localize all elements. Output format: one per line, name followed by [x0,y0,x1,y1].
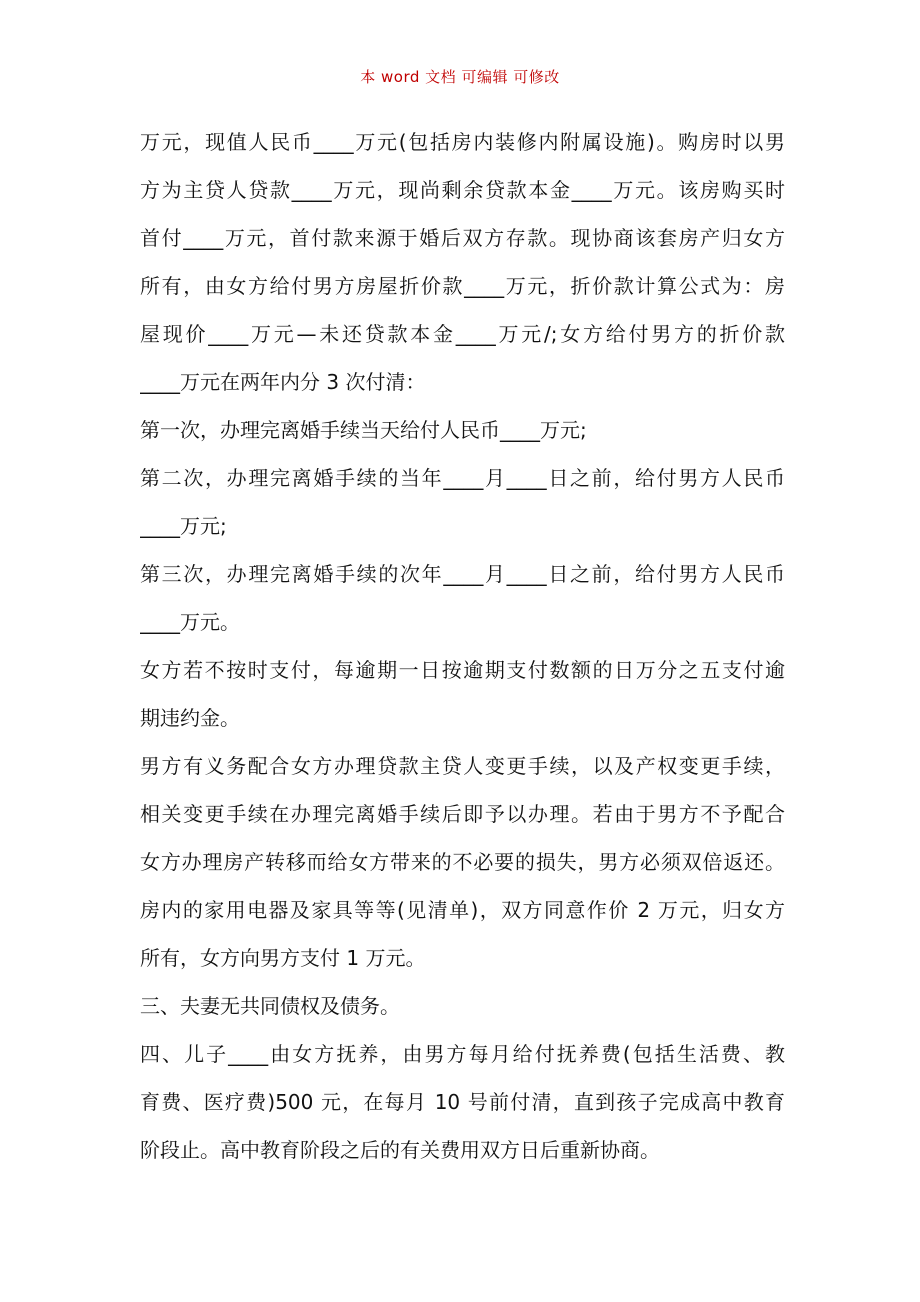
text-line: 女方办理房产转移而给女方带来的不必要的损失，男方必须双倍返还。 [140,850,785,874]
text-line: 男方有义务配合女方办理贷款主贷人变更手续，以及产权变更手续， [140,754,785,778]
text-line: 女方若不按时支付，每逾期一日按逾期支付数额的日万分之五支付逾 [140,658,785,682]
text-line: 屋现价____万元—未还贷款本金____万元/;女方给付男方的折价款 [140,322,785,346]
text-line: ____万元。 [140,610,240,634]
text-line: 阶段止。高中教育阶段之后的有关费用双方日后重新协商。 [140,1138,660,1162]
text-line: 所有，由女方给付男方房屋折价款____万元，折价款计算公式为：房 [140,274,785,298]
text-line: 三、夫妻无共同债权及债务。 [140,994,400,1018]
text-line: 期违约金。 [140,706,240,730]
text-line: 第二次，办理完离婚手续的当年____月____日之前，给付男方人民币 [140,466,785,490]
text-line: 第三次，办理完离婚手续的次年____月____日之前，给付男方人民币 [140,562,785,586]
document-body [140,118,785,1174]
text-line: 育费、医疗费)500 元，在每月 10 号前付清，直到孩子完成高中教育 [140,1090,785,1114]
text-line: 方为主贷人贷款____万元，现尚剩余贷款本金____万元。该房购买时 [140,178,785,202]
text-line: 房内的家用电器及家具等等(见清单)，双方同意作价 2 万元，归女方 [140,898,785,922]
text-line: 相关变更手续在办理完离婚手续后即予以办理。若由于男方不予配合 [140,802,785,826]
text-line: 第一次，办理完离婚手续当天给付人民币____万元; [140,418,587,442]
text-line: 首付____万元，首付款来源于婚后双方存款。现协商该套房产归女方 [140,226,785,250]
text-line: 万元，现值人民币____万元(包括房内装修内附属设施)。购房时以男 [140,130,785,154]
text-line: 所有，女方向男方支付 1 万元。 [140,946,426,970]
header-watermark: 本 word 文档 可编辑 可修改 [360,68,560,86]
text-line: 四、儿子____由女方抚养，由男方每月给付抚养费(包括生活费、教 [140,1042,785,1066]
text-line: ____万元在两年内分 3 次付清： [140,370,426,394]
text-line: ____万元; [140,514,227,538]
